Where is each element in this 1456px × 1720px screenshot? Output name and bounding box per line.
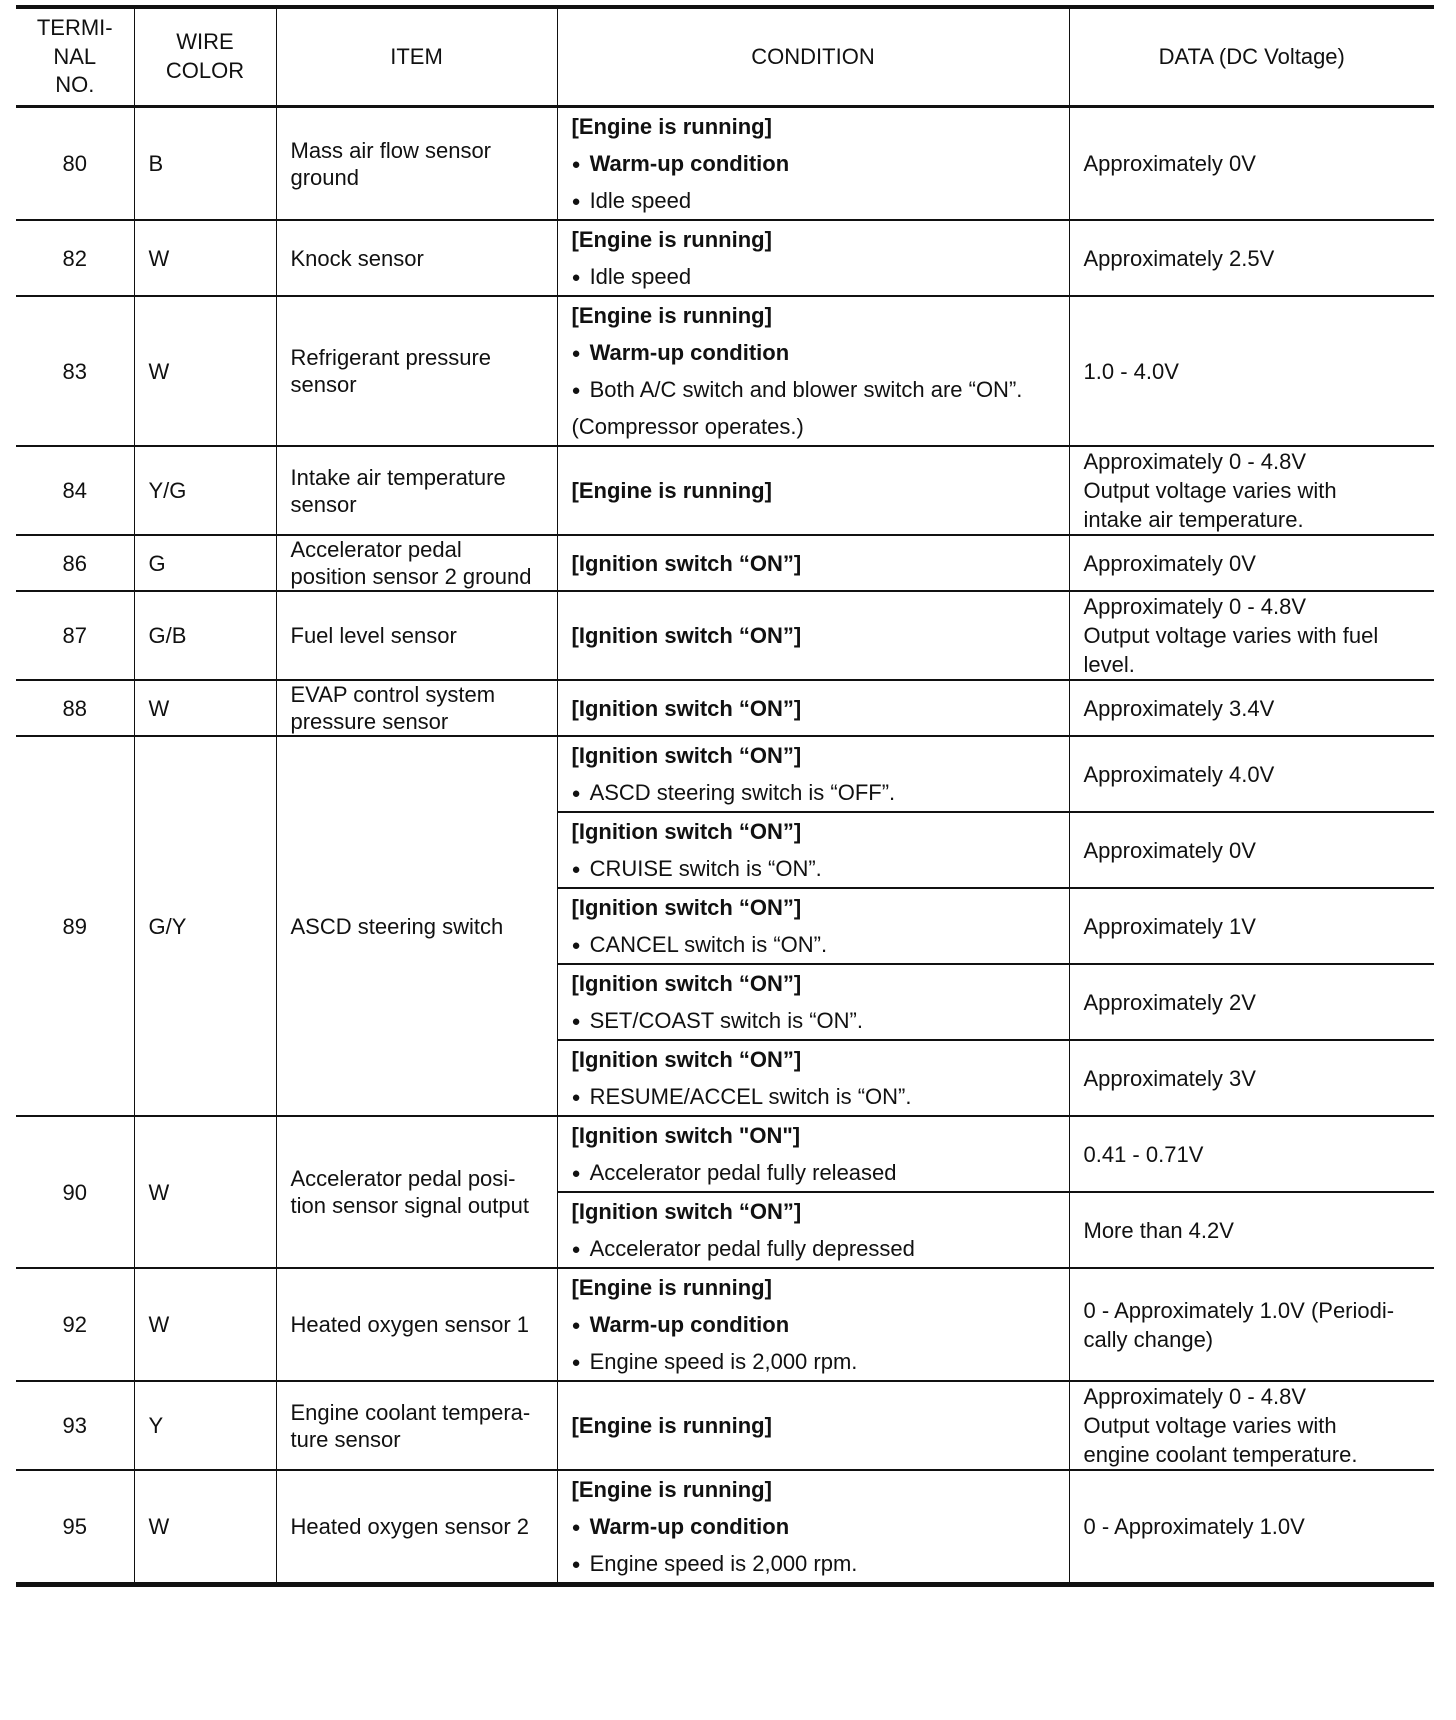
item-line: Accelerator pedal posi- [290, 1166, 516, 1191]
data-voltage-line: cally change) [1083, 1326, 1214, 1352]
condition-bullet-item: ● RESUME/ACCEL switch is “ON”. [572, 1078, 1055, 1115]
condition-cell [557, 736, 1069, 812]
item-cell [276, 1470, 557, 1585]
terminal-number-line: 87 [62, 623, 87, 648]
data-voltage-cell [1069, 535, 1434, 591]
header-data: DATA (DC Voltage) [1069, 7, 1434, 107]
wire-color-line: W [148, 358, 170, 384]
item-cell [276, 1116, 557, 1268]
header-row [16, 7, 1434, 107]
table-body [16, 107, 1434, 1585]
wire-color-cell [134, 1470, 276, 1585]
table-row [16, 535, 1434, 591]
item-cell [276, 1268, 557, 1381]
condition-bullet-item: ● Accelerator pedal fully depressed [572, 1230, 1055, 1267]
condition-text: [Ignition switch “ON”] [571, 1047, 802, 1072]
data-voltage-line: Approximately 4.0V [1083, 761, 1275, 787]
data-voltage-cell [1069, 812, 1434, 888]
item-line: Heated oxygen sensor 1 [290, 1312, 529, 1337]
data-voltage-line: Output voltage varies with fuel [1083, 623, 1379, 648]
wire-color-cell [134, 1268, 276, 1381]
data-voltage-line: Approximately 0V [1083, 837, 1256, 863]
item-cell [276, 107, 557, 221]
wire-color-cell [134, 736, 276, 1116]
condition-bullet-item: ● Idle speed [572, 182, 1055, 219]
condition-text: [Ignition switch “ON”] [571, 895, 802, 920]
terminal-number-cell [16, 591, 134, 680]
data-voltage-line: 0 - Approximately 1.0V (Periodi- [1083, 1297, 1395, 1323]
item-line: Accelerator pedal [290, 537, 462, 562]
terminal-number-line: 84 [62, 478, 87, 503]
condition-bullet-item: ● Engine speed is 2,000 rpm. [572, 1545, 1055, 1582]
terminal-number-line: 82 [62, 245, 87, 271]
item-line: Fuel level sensor [290, 623, 457, 648]
data-voltage-line: Approximately 0 - 4.8V [1083, 449, 1307, 474]
wire-color-line: W [148, 1312, 170, 1337]
data-voltage-cell [1069, 296, 1434, 446]
data-voltage-cell [1069, 1192, 1434, 1268]
table-row [16, 220, 1434, 296]
condition-text: [Engine is running] [571, 1413, 772, 1438]
data-voltage-cell [1069, 1381, 1434, 1470]
data-voltage-line: Approximately 0 - 4.8V [1083, 594, 1307, 619]
condition-text: [Engine is running] [571, 478, 772, 503]
terminal-number-cell [16, 446, 134, 535]
item-cell [276, 680, 557, 736]
data-voltage-line: 0 - Approximately 1.0V [1083, 1514, 1305, 1539]
data-voltage-cell [1069, 1040, 1434, 1116]
condition-text: [Engine is running] [571, 227, 772, 252]
item-line: ground [290, 164, 360, 190]
data-voltage-cell [1069, 736, 1434, 812]
data-voltage-line: Approximately 2V [1083, 989, 1256, 1015]
terminal-number-cell [16, 1470, 134, 1585]
item-line: ture sensor [290, 1426, 401, 1452]
terminal-number-line: 83 [62, 358, 87, 384]
condition-text: [Ignition switch “ON”] [571, 819, 802, 844]
terminal-number-cell [16, 680, 134, 736]
item-line: Intake air temperature [290, 464, 506, 490]
condition-bullet-item: ● Warm-up condition [572, 145, 1055, 182]
wire-color-cell [134, 220, 276, 296]
condition-bullet-item: ● Warm-up condition [572, 1306, 1055, 1343]
item-cell [276, 296, 557, 446]
condition-bullet-item: ● Engine speed is 2,000 rpm. [572, 1343, 1055, 1380]
terminal-number-line: 92 [62, 1312, 87, 1337]
header-item: ITEM [276, 7, 557, 107]
condition-cell [557, 446, 1069, 535]
item-cell [276, 736, 557, 1116]
condition-bullet-item: ● CANCEL switch is “ON”. [572, 926, 1055, 963]
data-voltage-cell [1069, 1116, 1434, 1192]
item-line: Refrigerant pressure [290, 345, 492, 370]
data-voltage-line: engine coolant temperature. [1083, 1442, 1358, 1467]
wire-color-cell [134, 296, 276, 446]
item-line: EVAP control system [290, 682, 496, 707]
condition-bullet-item: ● Both A/C switch and blower switch are “ON”. [572, 371, 1055, 408]
condition-cell [557, 812, 1069, 888]
data-voltage-line: 1.0 - 4.0V [1083, 358, 1179, 384]
data-voltage-cell [1069, 964, 1434, 1040]
table-row [16, 680, 1434, 736]
condition-text: [Engine is running] [571, 1477, 772, 1502]
table-row [16, 591, 1434, 680]
item-cell [276, 220, 557, 296]
condition-text: [Ignition switch “ON”] [571, 695, 802, 721]
wire-color-cell [134, 591, 276, 680]
terminal-number-cell [16, 1268, 134, 1381]
condition-bullet-item: ● Accelerator pedal fully released [572, 1154, 1055, 1191]
condition-text: (Compressor operates.) [571, 414, 804, 439]
item-line: pressure sensor [290, 709, 449, 734]
condition-text: [Engine is running] [571, 114, 772, 139]
terminal-number-cell [16, 535, 134, 591]
item-line: ASCD steering switch [290, 913, 504, 939]
data-voltage-line: More than 4.2V [1083, 1217, 1234, 1243]
table-row [16, 296, 1434, 446]
item-cell [276, 446, 557, 535]
data-voltage-cell [1069, 1470, 1434, 1585]
condition-bullet-item: ● Idle speed [572, 258, 1055, 295]
condition-cell [557, 888, 1069, 964]
data-voltage-line: Output voltage varies with [1083, 1413, 1337, 1438]
condition-bullet-item: ● ASCD steering switch is “OFF”. [572, 774, 1055, 811]
condition-text: [Ignition switch "ON"] [571, 1123, 801, 1148]
item-line: Mass air flow sensor [290, 137, 492, 163]
condition-text: [Ignition switch “ON”] [571, 743, 802, 768]
terminal-number-line: 89 [62, 913, 87, 939]
wire-color-cell [134, 1381, 276, 1470]
item-line: Engine coolant tempera- [290, 1399, 531, 1425]
data-voltage-line: Approximately 3V [1083, 1065, 1256, 1091]
condition-text: [Ignition switch “ON”] [571, 550, 802, 576]
terminal-number-line: 93 [62, 1413, 87, 1438]
terminal-number-line: 90 [62, 1179, 87, 1205]
wire-color-line: W [148, 1514, 170, 1539]
data-voltage-cell [1069, 220, 1434, 296]
data-voltage-line: Approximately 0V [1083, 550, 1256, 576]
wire-color-cell [134, 535, 276, 591]
table-row [16, 1116, 1434, 1192]
condition-cell [557, 535, 1069, 591]
item-cell [276, 535, 557, 591]
table-row [16, 1268, 1434, 1381]
data-voltage-cell [1069, 680, 1434, 736]
data-voltage-line: Approximately 0 - 4.8V [1083, 1384, 1307, 1409]
wire-color-cell [134, 446, 276, 535]
data-voltage-line: Approximately 1V [1083, 913, 1256, 939]
condition-text: [Ignition switch “ON”] [571, 1199, 802, 1224]
data-voltage-line: 0.41 - 0.71V [1083, 1141, 1204, 1167]
item-cell [276, 591, 557, 680]
data-voltage-line: Output voltage varies with [1083, 478, 1337, 503]
table-row [16, 446, 1434, 535]
data-voltage-cell [1069, 107, 1434, 221]
item-line: Knock sensor [290, 245, 424, 271]
item-cell [276, 1381, 557, 1470]
wire-color-cell [134, 1116, 276, 1268]
condition-cell [557, 591, 1069, 680]
wire-color-line: W [148, 245, 170, 271]
condition-cell [557, 1040, 1069, 1116]
condition-cell [557, 107, 1069, 221]
item-line: tion sensor signal output [290, 1193, 529, 1218]
condition-text: [Ignition switch “ON”] [571, 623, 802, 648]
condition-bullet-item: ● Warm-up condition [572, 1508, 1055, 1545]
terminal-number-line: 86 [62, 550, 87, 576]
data-voltage-cell [1069, 446, 1434, 535]
item-line: sensor [290, 491, 357, 517]
wire-color-line: G/Y [148, 913, 187, 939]
condition-cell [557, 680, 1069, 736]
condition-bullet-item: ● CRUISE switch is “ON”. [572, 850, 1055, 887]
data-voltage-cell [1069, 591, 1434, 680]
data-voltage-cell [1069, 1268, 1434, 1381]
wire-color-cell [134, 107, 276, 221]
condition-cell [557, 964, 1069, 1040]
wire-color-line: G/B [148, 623, 187, 648]
data-voltage-line: Approximately 2.5V [1083, 245, 1275, 271]
terminal-number-cell [16, 296, 134, 446]
terminal-data-table [16, 5, 1434, 1587]
terminal-number-cell [16, 1116, 134, 1268]
condition-text: [Engine is running] [571, 1275, 772, 1300]
data-voltage-line: Approximately 0V [1083, 151, 1256, 176]
table-row [16, 736, 1434, 812]
table-row [16, 1470, 1434, 1585]
wire-color-line: W [148, 695, 170, 721]
condition-text: [Engine is running] [571, 303, 772, 328]
wire-color-line: B [148, 151, 164, 176]
terminal-number-cell [16, 220, 134, 296]
condition-cell [557, 1116, 1069, 1192]
terminal-number-line: 95 [62, 1514, 87, 1539]
table-row [16, 107, 1434, 221]
wire-color-line: G [148, 550, 166, 576]
data-voltage-cell [1069, 888, 1434, 964]
wire-color-cell [134, 680, 276, 736]
condition-cell [557, 1268, 1069, 1381]
terminal-number-cell [16, 736, 134, 1116]
header-wire-color: WIRE COLOR [134, 7, 276, 107]
wire-color-line: Y/G [148, 478, 187, 503]
condition-bullet-item: ● SET/COAST switch is “ON”. [572, 1002, 1055, 1039]
item-line: sensor [290, 372, 357, 397]
condition-cell [557, 220, 1069, 296]
data-voltage-line: Approximately 3.4V [1083, 695, 1275, 721]
condition-cell [557, 1470, 1069, 1585]
condition-cell [557, 1381, 1069, 1470]
wire-color-line: W [148, 1179, 170, 1205]
header-terminal-no: TERMI- NAL NO. [16, 7, 134, 107]
terminal-number-line: 88 [62, 695, 87, 721]
condition-text: [Ignition switch “ON”] [571, 971, 802, 996]
condition-cell [557, 296, 1069, 446]
table-row [16, 1381, 1434, 1470]
terminal-number-cell [16, 1381, 134, 1470]
item-line: position sensor 2 ground [290, 564, 532, 589]
header-condition: CONDITION [557, 7, 1069, 107]
terminal-number-line: 80 [62, 151, 87, 176]
data-voltage-line: intake air temperature. [1083, 507, 1304, 532]
item-line: Heated oxygen sensor 2 [290, 1514, 529, 1539]
condition-bullet-item: ● Warm-up condition [572, 334, 1055, 371]
terminal-number-cell [16, 107, 134, 221]
data-voltage-line: level. [1083, 652, 1135, 677]
wire-color-line: Y [148, 1413, 164, 1438]
condition-cell [557, 1192, 1069, 1268]
